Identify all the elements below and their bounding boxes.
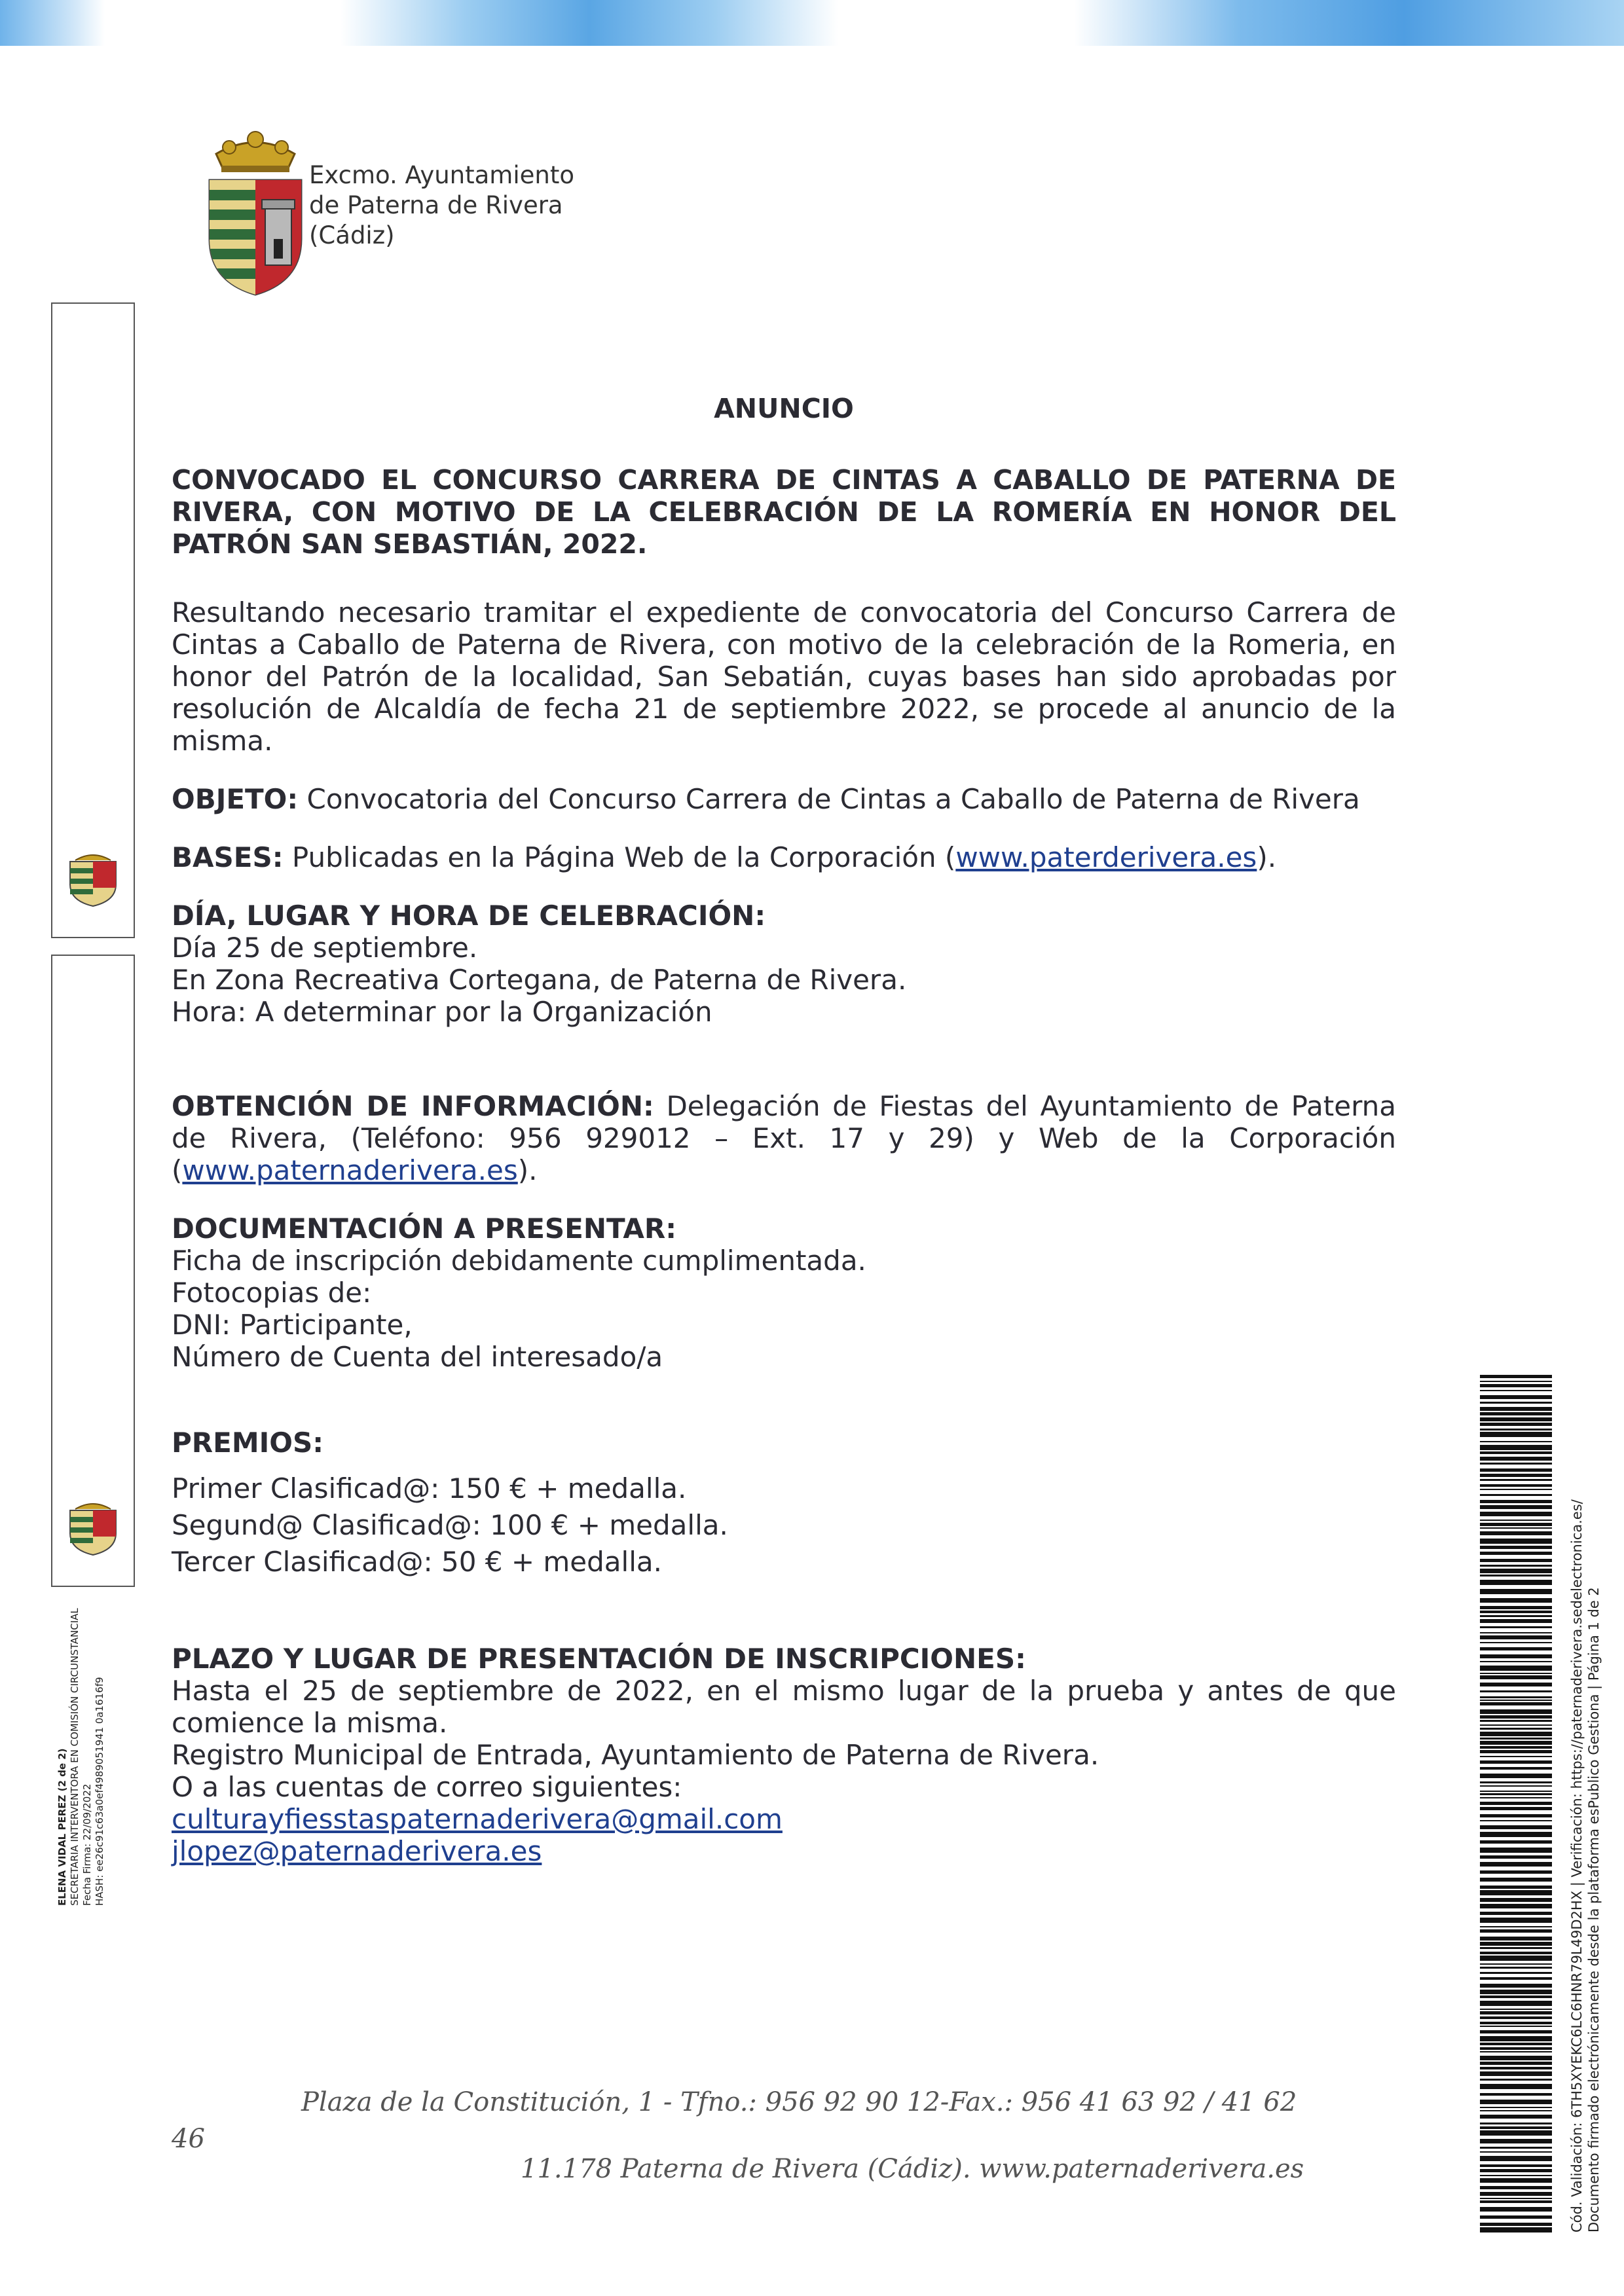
barcode-bar — [1480, 1559, 1552, 1562]
validation-text — [1568, 1434, 1608, 2232]
premio-line: Primer Clasificad@: 150 € + medalla. — [172, 1472, 687, 1504]
barcode-bar — [1480, 1690, 1552, 1692]
barcode-bar — [1480, 1494, 1552, 1496]
signature-hash: HASH: ee26c91c63a0ef4989051941 0a1616f9 — [94, 1677, 105, 1906]
barcode-bar — [1480, 2100, 1552, 2104]
barcode-bar — [1480, 2115, 1552, 2119]
barcode-bar — [1480, 1963, 1552, 1965]
barcode-bar — [1480, 1381, 1552, 1382]
dia-line: Día 25 de septiembre. — [172, 932, 478, 964]
info-end: ). — [517, 1154, 538, 1186]
barcode-bar — [1480, 1785, 1552, 1787]
barcode-bar — [1480, 1407, 1552, 1411]
barcode-bar — [1480, 1539, 1552, 1544]
footer-city: 11.178 Paterna de Rivera (Cádiz). www.paternaderivera.es — [521, 2154, 1304, 2184]
barcode-bar — [1480, 1709, 1552, 1714]
barcode-bar — [1480, 1451, 1552, 1454]
document-body — [172, 393, 1396, 1867]
barcode-bar — [1480, 2164, 1552, 2167]
barcode-bar — [1480, 1580, 1552, 1585]
barcode-bar — [1480, 1995, 1552, 1998]
barcode-bar — [1480, 1720, 1552, 1722]
barcode-bar — [1480, 1947, 1552, 1949]
barcode-bar — [1480, 1793, 1552, 1795]
barcode-bar — [1480, 2036, 1552, 2041]
barcode-bar — [1480, 1626, 1552, 1628]
barcode-bar — [1480, 2001, 1552, 2006]
barcode-bar — [1480, 2192, 1552, 2196]
barcode-bar — [1480, 1575, 1552, 1576]
intro-paragraph: Resultando necesario tramitar el expediente de convocatoria del Concurso Carrera de Cintas a Caballo de Paterna de Rivera, con motivo de la celebración de la Romeria, en honor del Patrón de la localidad, San Sebatián, cuyas bases han sido aprobadas por resolución de Alcaldía de fecha 21 de septiembre 2022, se procede al anuncio de la misma. — [172, 596, 1396, 757]
barcode-bar — [1480, 2079, 1552, 2081]
bases-link[interactable]: www.paterderivera.es — [955, 841, 1257, 873]
page-number: 46 — [172, 2124, 205, 2154]
barcode-bar — [1480, 1546, 1552, 1549]
scan-band-center — [341, 0, 838, 46]
barcode-bar — [1480, 1565, 1552, 1567]
barcode-bar — [1480, 1642, 1552, 1643]
signature-date: Fecha Firma: 22/09/2022 — [81, 1783, 93, 1906]
barcode-bar — [1480, 1840, 1552, 1844]
barcode-bar — [1480, 1673, 1552, 1674]
barcode-bar — [1480, 1463, 1552, 1465]
barcode-bar — [1480, 1797, 1552, 1798]
info-label: OBTENCIÓN DE INFORMACIÓN: — [172, 1090, 654, 1122]
info-section — [172, 1090, 1396, 1186]
barcode-bar — [1480, 2047, 1552, 2050]
barcode-bar — [1480, 1402, 1552, 1404]
barcode-bar — [1480, 2043, 1552, 2045]
barcode-bar — [1480, 1825, 1552, 1829]
barcode-bar — [1480, 2062, 1552, 2065]
premios-label: PREMIOS: — [172, 1427, 323, 1459]
plazo-text: Hasta el 25 de septiembre de 2022, en el mismo lugar de la prueba y antes de que comience la misma. — [172, 1675, 1396, 1739]
signature-box-1 — [51, 302, 135, 938]
dia-section — [172, 900, 1396, 1028]
barcode-bar — [1480, 1606, 1552, 1609]
barcode-bar — [1480, 1441, 1552, 1442]
dia-line: Hora: A determinar por la Organización — [172, 996, 712, 1028]
documentacion-line: Fotocopias de: — [172, 1277, 372, 1309]
dia-label: DÍA, LUGAR Y HORA DE CELEBRACIÓN: — [172, 900, 766, 932]
objeto-section — [172, 783, 1396, 815]
barcode-bar — [1480, 1390, 1552, 1391]
barcode-bar — [1480, 2056, 1552, 2060]
barcode-bar — [1480, 1832, 1552, 1837]
barcode-bar — [1480, 1756, 1552, 1757]
barcode-bar — [1480, 2067, 1552, 2069]
barcode-bar — [1480, 1520, 1552, 1521]
documentacion-line: Ficha de inscripción debidamente cumplimentada. — [172, 1245, 866, 1277]
validation-line-1: Cód. Validación: 6TH5XYEKC6LC6HNR79L49D2HX | Verificación: https://paternaderivera.sedelectronica.es/ — [1569, 1499, 1585, 2232]
signature-crest-icon — [64, 848, 122, 907]
signer-role: SECRETARIA INTERVENTORA EN COMISIÓN CIRCUNSTANCIAL — [69, 1608, 81, 1906]
barcode-bar — [1480, 1589, 1552, 1594]
barcode-bar — [1480, 2071, 1552, 2076]
barcode-bar — [1480, 1972, 1552, 1974]
barcode-bar — [1480, 1479, 1552, 1481]
barcode-bar — [1480, 2016, 1552, 2019]
barcode-bar — [1480, 1984, 1552, 1988]
barcode-bar — [1480, 1527, 1552, 1529]
barcode-bar — [1480, 1675, 1552, 1679]
plazo-line: Registro Municipal de Entrada, Ayuntamiento de Paterna de Rivera. — [172, 1739, 1099, 1771]
bases-label: BASES: — [172, 841, 284, 873]
document-title: ANUNCIO — [714, 393, 854, 424]
barcode-bar — [1480, 1855, 1552, 1859]
barcode-bar — [1480, 2022, 1552, 2024]
plazo-label: PLAZO Y LUGAR DE PRESENTACIÓN DE INSCRIPCIONES: — [172, 1643, 1026, 1675]
email-link-2[interactable]: jlopez@paternaderivera.es — [172, 1835, 542, 1867]
barcode-bar — [1480, 1791, 1552, 1792]
barcode-bar — [1480, 1929, 1552, 1933]
barcode-bar — [1480, 1814, 1552, 1817]
barcode-bar — [1480, 1619, 1552, 1623]
barcode-bar — [1480, 1802, 1552, 1805]
premio-line: Tercer Clasificad@: 50 € + medalla. — [172, 1546, 662, 1578]
email-link-1[interactable]: culturayfiesstaspaternaderivera@gmail.com — [172, 1803, 783, 1835]
barcode-bar — [1480, 1654, 1552, 1658]
barcode-bar — [1480, 1878, 1552, 1882]
barcode-bar — [1480, 1531, 1552, 1535]
barcode-bar — [1480, 2093, 1552, 2096]
barcode-bar — [1480, 1977, 1552, 1980]
bases-end: ). — [1257, 841, 1277, 873]
barcode-bar — [1480, 2151, 1552, 2153]
documentacion-label: DOCUMENTACIÓN A PRESENTAR: — [172, 1212, 677, 1245]
barcode — [1480, 1375, 1552, 2232]
signer-name: ELENA VIDAL PEREZ (2 de 2) — [56, 1748, 68, 1906]
barcode-bar — [1480, 2126, 1552, 2129]
barcode-bar — [1480, 1423, 1552, 1426]
barcode-bar — [1480, 2207, 1552, 2212]
barcode-bar — [1480, 2200, 1552, 2203]
barcode-bar — [1480, 1952, 1552, 1954]
organization-line-1: Excmo. Ayuntamiento — [309, 161, 574, 189]
barcode-bar — [1480, 1774, 1552, 1778]
barcode-bar — [1480, 2110, 1552, 2111]
barcode-bar — [1480, 2186, 1552, 2189]
objeto-label: OBJETO: — [172, 783, 299, 815]
barcode-bar — [1480, 1741, 1552, 1745]
barcode-bar — [1480, 2227, 1552, 2232]
barcode-bar — [1480, 1432, 1552, 1437]
barcode-bar — [1480, 1523, 1552, 1526]
scan-band-left — [0, 0, 105, 46]
organization-name — [309, 160, 574, 251]
barcode-bar — [1480, 2175, 1552, 2176]
plazo-section — [172, 1643, 1396, 1867]
barcode-bar — [1480, 1512, 1552, 1516]
barcode-bar — [1480, 1862, 1552, 1867]
barcode-bar — [1480, 1505, 1552, 1509]
objeto-text: Convocatoria del Concurso Carrera de Cintas a Caballo de Paterna de Rivera — [298, 783, 1360, 815]
barcode-bar — [1480, 1715, 1552, 1719]
signature-crest-icon — [64, 1497, 122, 1556]
barcode-bar — [1480, 2130, 1552, 2136]
barcode-bar — [1480, 1746, 1552, 1749]
barcode-bar — [1480, 1956, 1552, 1961]
barcode-bar — [1480, 1870, 1552, 1874]
barcode-bar — [1480, 1702, 1552, 1705]
barcode-bar — [1480, 1820, 1552, 1821]
barcode-bar — [1480, 1611, 1552, 1613]
barcode-bar — [1480, 1728, 1552, 1730]
barcode-bar — [1480, 2147, 1552, 2149]
barcode-bar — [1480, 1500, 1552, 1503]
barcode-bar — [1480, 1750, 1552, 1753]
barcode-bar — [1480, 1886, 1552, 1889]
barcode-bar — [1480, 2169, 1552, 2172]
barcode-bar — [1480, 1912, 1552, 1915]
premio-line: Segund@ Clasificad@: 100 € + medalla. — [172, 1509, 728, 1541]
info-text: Delegación de Fiestas del Ayuntamiento de Paterna de Rivera, (Teléfono: 956 929012 – Ext. 17 y 29) y Web de la Corporación ( — [172, 1090, 1396, 1186]
barcode-bar — [1480, 1781, 1552, 1783]
documentacion-section — [172, 1212, 1396, 1373]
barcode-bar — [1480, 1598, 1552, 1603]
bases-text: Publicadas en la Página Web de la Corporación ( — [283, 841, 956, 873]
barcode-bar — [1480, 1468, 1552, 1472]
barcode-bar — [1480, 1666, 1552, 1671]
barcode-bar — [1480, 1429, 1552, 1430]
barcode-bar — [1480, 1937, 1552, 1941]
signature-box-2 — [51, 955, 135, 1906]
barcode-bar — [1480, 1848, 1552, 1853]
barcode-bar — [1480, 1384, 1552, 1387]
documentacion-line: DNI: Participante, — [172, 1309, 413, 1341]
barcode-bar — [1480, 1412, 1552, 1415]
barcode-bar — [1480, 1417, 1552, 1421]
barcode-bar — [1480, 1696, 1552, 1698]
barcode-bar — [1480, 1942, 1552, 1946]
barcode-bar — [1480, 1807, 1552, 1810]
organization-line-2: de Paterna de Rivera — [309, 191, 563, 219]
signature-text-1 — [56, 312, 128, 809]
barcode-bar — [1480, 2051, 1552, 2052]
barcode-bar — [1480, 2009, 1552, 2010]
barcode-bar — [1480, 1732, 1552, 1736]
dia-line: En Zona Recreativa Cortegana, de Paterna de Rivera. — [172, 964, 907, 996]
signature-text-2 — [56, 960, 128, 1906]
barcode-bar — [1480, 1661, 1552, 1662]
documentacion-line: Número de Cuenta del interesado/a — [172, 1341, 663, 1373]
barcode-bar — [1480, 1683, 1552, 1686]
barcode-bar — [1480, 1990, 1552, 1994]
organization-line-3: (Cádiz) — [309, 221, 395, 249]
barcode-bar — [1480, 1489, 1552, 1490]
barcode-bar — [1480, 1647, 1552, 1650]
info-link[interactable]: www.paternaderivera.es — [182, 1154, 518, 1186]
barcode-bar — [1480, 2223, 1552, 2226]
barcode-bar — [1480, 1767, 1552, 1770]
barcode-bar — [1480, 1890, 1552, 1895]
validation-line-2: Documento firmado electrónicamente desde la plataforma esPublico Gestiona | Página 1 de 2 — [1586, 1587, 1602, 2232]
barcode-bar — [1480, 1898, 1552, 1902]
barcode-bar — [1480, 1700, 1552, 1701]
barcode-bar — [1480, 2011, 1552, 2014]
barcode-bar — [1480, 1904, 1552, 1908]
barcode-bar — [1480, 1375, 1552, 1378]
barcode-bar — [1480, 1967, 1552, 1969]
barcode-bar — [1480, 1474, 1552, 1477]
document-heading: CONVOCADO EL CONCURSO CARRERA DE CINTAS A CABALLO DE PATERNA DE RIVERA, CON MOTIVO DE LA CELEBRACIÓN DE LA ROMERÍA EN HONOR DEL PATRÓN SAN SEBASTIÁN, 2022. — [172, 464, 1396, 560]
barcode-bar — [1480, 1395, 1552, 1399]
barcode-bar — [1480, 2156, 1552, 2161]
barcode-bar — [1480, 1635, 1552, 1639]
barcode-bar — [1480, 1926, 1552, 1927]
barcode-bar — [1480, 1457, 1552, 1461]
barcode-bar — [1480, 1484, 1552, 1487]
footer-address: Plaza de la Constitución, 1 - Tfno.: 956 92 90 12-Fax.: 956 41 63 92 / 41 62 — [301, 2087, 1297, 2117]
coat-of-arms-logo — [196, 128, 314, 298]
barcode-bar — [1480, 2139, 1552, 2143]
barcode-bar — [1480, 1615, 1552, 1617]
barcode-bar — [1480, 1724, 1552, 1726]
bases-section — [172, 841, 1396, 873]
barcode-bar — [1480, 2215, 1552, 2219]
barcode-bar — [1480, 1569, 1552, 1573]
barcode-bar — [1480, 1738, 1552, 1740]
barcode-bar — [1480, 1632, 1552, 1633]
premios-section — [172, 1427, 1396, 1580]
barcode-bar — [1480, 1918, 1552, 1923]
scan-band-right — [1074, 0, 1624, 46]
barcode-bar — [1480, 2178, 1552, 2183]
plazo-line: O a las cuentas de correo siguientes: — [172, 1771, 682, 1803]
barcode-bar — [1480, 2198, 1552, 2199]
barcode-bar — [1480, 1445, 1552, 1450]
barcode-bar — [1480, 2123, 1552, 2124]
barcode-bar — [1480, 1760, 1552, 1764]
barcode-bar — [1480, 2084, 1552, 2089]
barcode-bar — [1480, 1552, 1552, 1555]
barcode-bar — [1480, 2107, 1552, 2108]
barcode-bar — [1480, 2026, 1552, 2027]
barcode-bar — [1480, 2030, 1552, 2033]
